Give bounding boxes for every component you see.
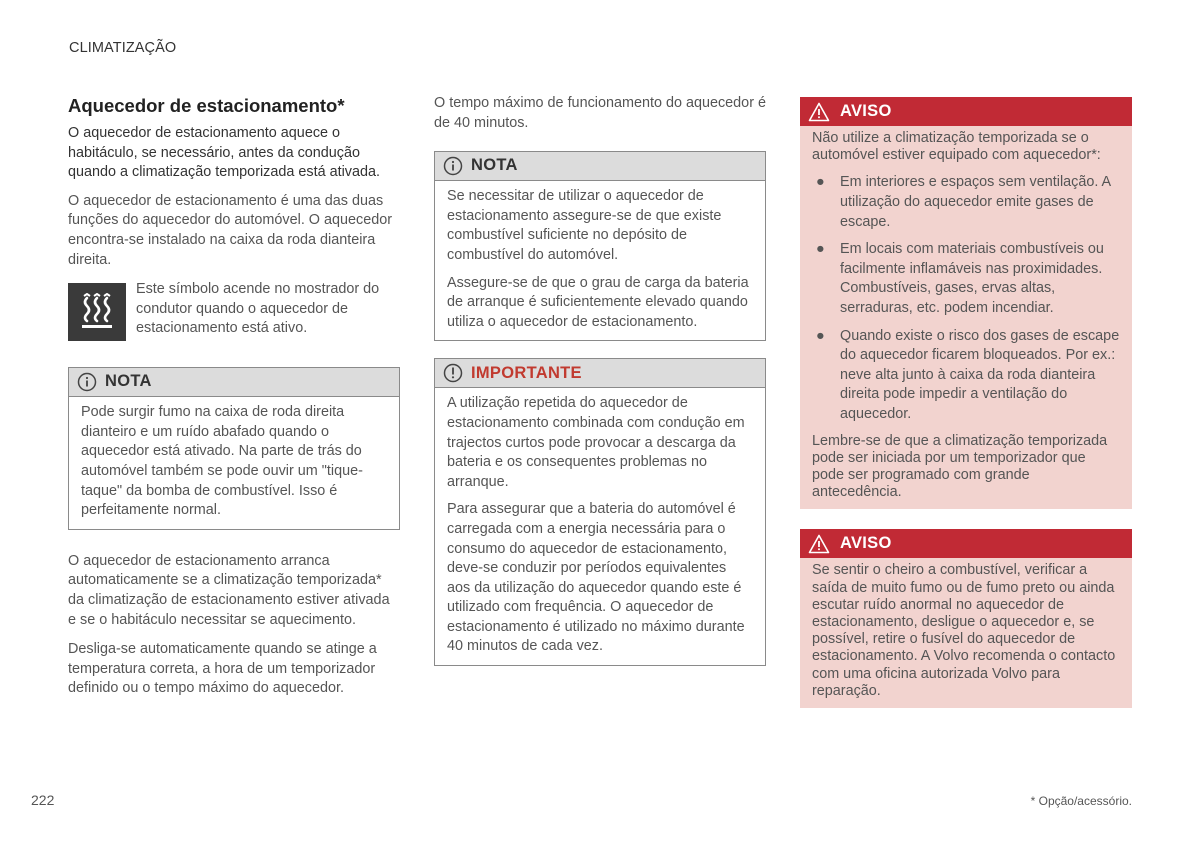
paragraph-auto-start: O aquecedor de estacionamento arranca automaticamente se a climatização temporizada* da climatização de estacionamento estiver ativada e se o habitáculo necessitar se aquecimento.	[68, 552, 390, 628]
info-icon	[77, 372, 97, 392]
symbol-description: Este símbolo acende no mostrador do condutor quando o aquecedor de estacionamento está ativo.	[136, 281, 380, 337]
warning-title: AVISO	[840, 101, 892, 120]
warning-header	[800, 97, 1132, 126]
warning-box-fuel-smell	[800, 529, 1132, 708]
warning-text: Se sentir o cheiro a combustível, verificar a saída de muito fumo ou de fumo preto ou ainda escutar ruído anormal no aquecedor de estacionamento, desligue o aquecedor e, se possível, retire o fusível do aquecedor de estacionamento. A Volvo recomenda o contacto com uma oficina autorizada Volvo para reparação.	[812, 562, 1116, 699]
list-item: ● Quando existe o risco dos gases de escape do aquecedor ficarem bloqueados. Por ex.: neve alta junto à caixa da roda dianteira direita pode impedir a ventilação do aquecedor.	[816, 327, 1120, 422]
warning-list	[812, 173, 1120, 424]
important-body	[435, 388, 765, 665]
column-middle	[434, 94, 766, 688]
important-header	[435, 359, 765, 388]
note-title: NOTA	[471, 156, 518, 175]
important-text-2: Para assegurar que a bateria do automóvel é carregada com a energia necessária para o consumo do aquecedor de estacionamento, deve-se conduzir por períodos equivalentes aos da utilização do aquecedor quando este é utilizado com frequência. O aquecedor de estacionamento é utilizado no máximo durante 40 minutos de cada vez.	[447, 501, 745, 655]
important-text-1: A utilização repetida do aquecedor de estacionamento combinada com condução em trajectos curtos pode provocar a descarga da bateria e os consequentes problemas no arranque.	[447, 395, 745, 490]
list-item: ● Em locais com materiais combustíveis ou facilmente inflamáveis nas proximidades. Combustíveis, gases, ervas altas, serraduras, etc. podem incendiar.	[816, 241, 1104, 316]
intro-paragraph: O aquecedor de estacionamento é uma das duas funções do aquecedor do automóvel. O aquecedor encontra-se instalado na caixa da roda dianteira direita.	[68, 192, 393, 268]
note-body	[435, 181, 765, 340]
column-left	[68, 94, 400, 709]
page-title: Aquecedor de estacionamento*	[68, 95, 345, 116]
parking-heater-symbol-icon	[68, 283, 126, 341]
note-title: NOTA	[105, 372, 152, 391]
page-number: 222	[31, 792, 55, 808]
symbol-row	[68, 280, 400, 341]
warning-title: AVISO	[840, 534, 892, 553]
footnote: * Opção/acessório.	[1030, 794, 1132, 808]
warning-triangle-icon	[808, 534, 830, 554]
warning-body	[800, 126, 1132, 509]
note-header	[435, 152, 765, 181]
note-header	[69, 368, 399, 397]
section-header: CLIMATIZAÇÃO	[69, 40, 177, 56]
max-time-paragraph: O tempo máximo de funcionamento do aquecedor é de 40 minutos.	[434, 95, 766, 131]
note-body	[69, 397, 399, 529]
lead-paragraph: O aquecedor de estacionamento aquece o habitáculo, se necessário, antes da condução quando a climatização temporizada está ativada.	[68, 125, 380, 181]
info-icon	[443, 156, 463, 176]
paragraph-auto-stop: Desliga-se automaticamente quando se atinge a temperatura correta, a hora de um temporizador definido ou o tempo máximo do aquecedor.	[68, 641, 377, 697]
warning-outro: Lembre-se de que a climatização temporizada pode ser iniciada por um temporizador que pode ser programado com grande antecedência.	[812, 432, 1108, 501]
note-text: Pode surgir fumo na caixa de roda direita dianteiro e um ruído abafado quando o aquecedor está ativado. Na parte de trás do automóvel também se pode ouvir um "tique-taque" da bomba de combustível. Isso é perfeitamente normal.	[81, 404, 363, 519]
note-box	[68, 367, 400, 530]
important-title: IMPORTANTE	[471, 363, 582, 382]
warning-box-ventilation	[800, 97, 1132, 509]
warning-intro: Não utilize a climatização temporizada se o automóvel estiver equipado com aquecedor*:	[812, 130, 1101, 164]
important-box	[434, 358, 766, 666]
exclamation-icon	[443, 363, 463, 383]
column-right	[800, 97, 1132, 728]
list-item: ● Em interiores e espaços sem ventilação. A utilização do aquecedor emite gases de escape.	[816, 174, 1111, 230]
note-battery-text: Assegure-se de que o grau de carga da bateria de arranque é suficientemente elevado quando utiliza o aquecedor de estacionamento.	[447, 274, 749, 330]
warning-body	[800, 558, 1132, 708]
note-fuel-text: Se necessitar de utilizar o aquecedor de estacionamento assegure-se de que existe combustível suficiente no depósito de combustível do automóvel.	[447, 188, 722, 263]
note-box-fuel	[434, 151, 766, 341]
warning-header	[800, 529, 1132, 558]
warning-triangle-icon	[808, 102, 830, 122]
